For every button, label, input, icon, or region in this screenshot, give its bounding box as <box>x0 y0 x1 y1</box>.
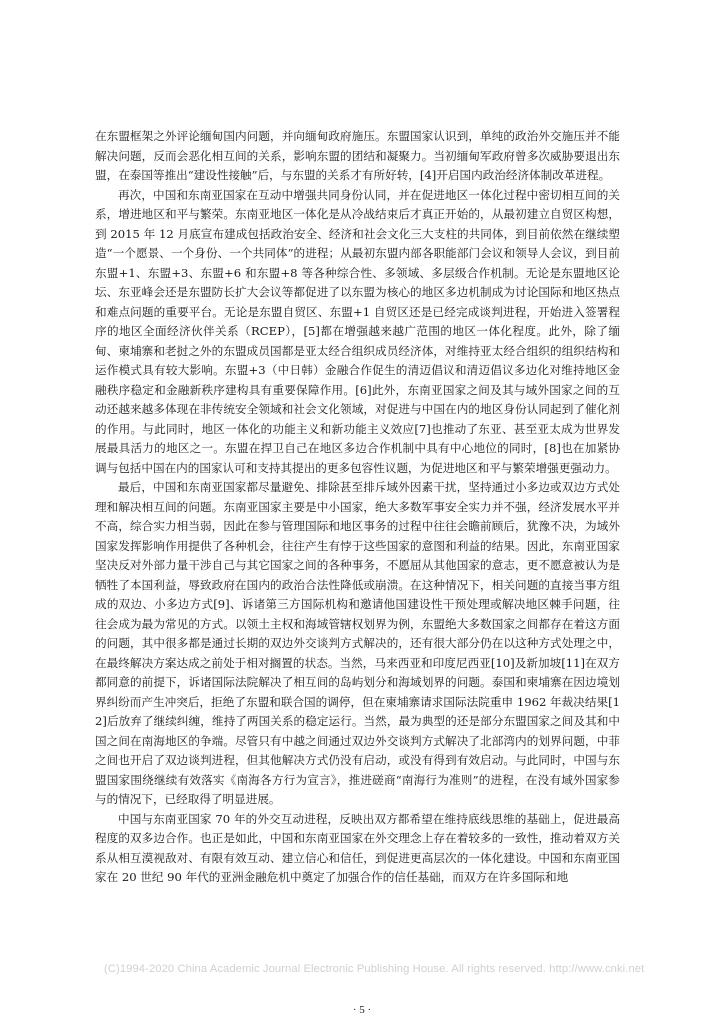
body-paragraph-4: 中国与东南亚国家 70 年的外交互动进程，反映出双方都希望在维持底线思维的基础上，促进最高程度的双多边合作。也正是如此，中国和东南亚国家在外交理念上存在着较多的一致性，推动着双方关系从相互漠视敌对、有限有效互动、建立信心和信任，到促进更高层次的一体化建设。中国和东南亚国家在 20 世纪 90 年代的亚洲金融危机中奠定了加强合作的信任基础，而双方在许多国际和地 <box>95 811 620 884</box>
cnki-watermark: (C)1994-2020 China Academic Journal Electronic Publishing House. All rights reserved. http://www.cnki.net <box>104 963 645 975</box>
body-paragraph-2: 再次，中国和东南亚国家在互动中增强共同身份认同，并在促进地区一体化过程中密切相互间的关系，增进地区和平与繁荣。东南亚地区一体化是从冷战结束后才真正开始的，从最初建立自贸区构想，到 2015 年 12 月底宣布建成包括政治安全、经济和社会文化三大支柱的共同体，到目前依然在继续塑造“一个愿景、一个身份、一个共同体”的进程；从最初东盟内部各职能部门会议和领导人会议，到目前东盟+1、东盟+3、东盟+6 和东盟+8 等各种综合性、多领域、多层级合作机制。无论是东盟地区论坛、东亚峰会还是东盟防长扩大会议等都促进了以东盟为核心的地区多边机制成为讨论国际和地区热点和难点问题的重要平台。无论是东盟自贸区、东盟+1 自贸区还是已经完成谈判进程，开始进入签署程序的地区全面经济伙伴关系（RCEP），[5]都在增强越来越广范围的地区一体化程度。此外，除了缅甸、柬埔寨和老挝之外的东盟成员国都是亚太经合组织成员经济体，对维持亚太经合组织的组织结构和运作模式具有较大影响。东盟+3（中日韩）金融合作促生的清迈倡议和清迈倡议多边化对维持地区金融秩序稳定和金融新秩序建构具有重要保障作用。[6]此外，东南亚国家之间及其与域外国家之间的互动还越来越多体现在非传统安全领域和社会文化领域，对促进与中国在内的地区身份认同起到了催化剂的作用。与此同时，地区一体化的功能主义和新功能主义效应[7]也推动了东亚、甚至亚太成为世界发展最具活力的地区之一。东盟在捍卫自己在地区多边合作机制中具有中心地位的同时，[8]也在加紧协调与包括中国在内的国家认可和支持其提出的更多包容性议题，为促进地区和平与繁荣增强更强动力。 <box>95 187 620 475</box>
article-body <box>95 127 620 888</box>
body-paragraph-1: 在东盟框架之外评论缅甸国内问题，并向缅甸政府施压。东盟国家认识到，单纯的政治外交施压并不能解决问题，反而会恶化相互间的关系，影响东盟的团结和凝聚力。当初缅甸军政府曾多次威胁要退出东盟，在泰国等推出“建设性接触”后，与东盟的关系才有所好转，[4]开启国内政治经济体制改革进程。 <box>95 129 620 182</box>
body-paragraph-3: 最后，中国和东南亚国家都尽量避免、排除甚至排斥域外因素干扰，坚持通过小多边或双边方式处理和解决相互间的问题。东南亚国家主要是中小国家，绝大多数军事安全实力并不强，经济发展水平并不高，综合实力相当弱，因此在参与管理国际和地区事务的过程中往往会瞻前顾后，犹豫不决，为域外国家发挥影响作用提供了各种机会，往往产生有悖于这些国家的意图和利益的结果。因此，东南亚国家坚决反对外部力量干涉自己与其它国家之间的各种事务，不愿屈从其他国家的意志，更不愿意被认为是牺牲了本国利益，辱致政府在国内的政治合法性降低或崩溃。在这种情况下，相关问题的直接当事方组成的双边、小多边方式[9]、诉诸第三方国际机构和邀请他国建设性干预处理或解决地区棘手问题，往往会成为最为常见的方式。以领土主权和海域管辖权划界为例，东盟绝大多数国家之间都存在着这方面的问题，其中很多都是通过长期的双边外交谈判方式解决的，还有很大部分仍在以这种方式处理之中，在最终解决方案达成之前处于相对搁置的状态。当然，马来西亚和印度尼西亚[10]及新加坡[11]在双方都同意的前提下，诉诸国际法院解决了相互间的岛屿划分和海域划界的问题。泰国和柬埔寨在因边境划界纠纷而产生冲突后，拒绝了东盟和联合国的调停，但在柬埔寨请求国际法院重申 1962 年裁决结果[12]后放弃了继续纠缠，维持了两国关系的稳定运行。当然，最为典型的还是部分东盟国家之间及其和中国之间在南海地区的争端。尽管只有中越之间通过双边外交谈判方式解决了北部湾内的划界问题，中菲之间也开启了双边谈判进程，但其他解决方式仍没有启动，或没有得到有效启动。与此同时，中国与东盟国家围绕继续有效落实《南海各方行为宣言》，推进磋商“南海行为准则”的进程，在没有域外国家参与的情况下，已经取得了明显进展。 <box>95 480 620 806</box>
page-number: · 5 · <box>352 1004 372 1016</box>
